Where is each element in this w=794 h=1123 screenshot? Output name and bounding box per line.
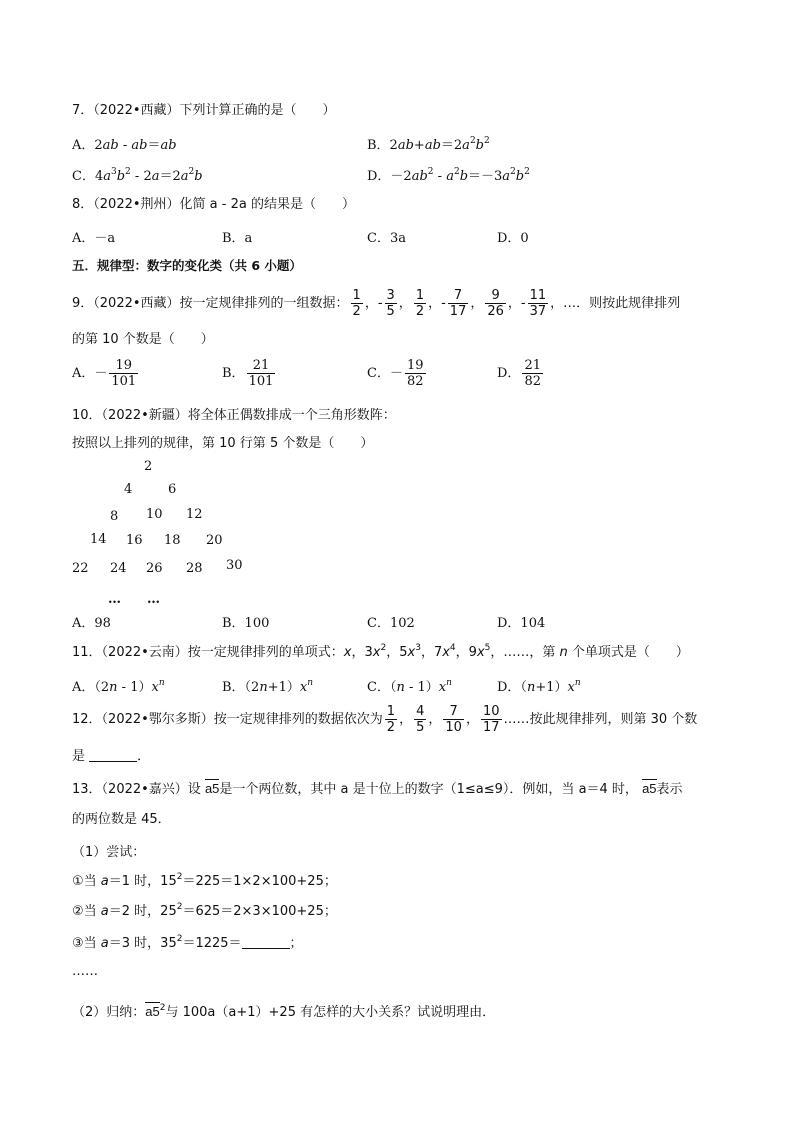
q10-option-c: C．102 [367, 616, 415, 631]
q8-option-a: A．－a [72, 231, 116, 246]
overline-number: a5 [145, 1004, 160, 1019]
triangle-number: 2 [144, 459, 153, 474]
q9-stem-prefix: 9．（2022•西藏）按一定规律排列的一组数据： [72, 296, 349, 311]
overline-number: a5 [204, 781, 220, 796]
triangle-number: 8 [110, 509, 119, 524]
q11-option-b: B．$(2n+1)x^n$ [222, 678, 314, 695]
q11-option-c: C．$(n - 1)x^n$ [367, 678, 452, 695]
q13-part2: （2）归纳：$a5^2$与 100a（a+1）+25 有怎样的大小关系？试说明理由． [72, 1003, 496, 1020]
q13-line1-b: 是一个两位数，其中 a 是十位上的数字（1≤a≤9）．例如，当 a＝4 时， [219, 782, 638, 797]
q9-seq-2: $\frac{3}{5}$ [386, 288, 395, 319]
q9-seq-5: $\frac{9}{26}$ [487, 288, 504, 319]
q8-option-c: C．3a [367, 231, 406, 246]
q13-part2-suffix: 与 100a（a+1）+25 有怎样的大小关系？试说明理由． [165, 1005, 496, 1020]
q9-stem-suffix: ，…．则按此规律排列 [550, 296, 681, 311]
q9-stem: 9．（2022•西藏）按一定规律排列的一组数据： $\frac{1}{2}$ ，- $\frac{3}{5}$ ， $\frac{1}{2}$ ，- $\frac{7}{17}$ ， $\frac{9}{26}$ ，- $\frac{11}{37}$ ，…．则按此规律排列 [72, 288, 681, 319]
triangle-number: 28 [186, 561, 203, 576]
answer-blank[interactable] [89, 749, 137, 762]
q10-stem-line2: 按照以上排列的规律，第 10 行第 5 个数是（ ） [72, 436, 374, 451]
q8-option-d: D．0 [497, 231, 529, 246]
triangle-number: 10 [146, 507, 163, 522]
q13-step3: ③当 a＝3 时，$35^2=1225=$ ； [72, 934, 303, 951]
q12-stem-prefix: 12．（2022•鄂尔多斯）按一定规律排列的数据依次为 [72, 712, 383, 727]
q9-option-c: C．－ $\frac{19}{82}$ [367, 358, 424, 389]
q9-seq-3: $\frac{1}{2}$ [415, 288, 425, 319]
q13-part2-prefix: （2）归纳： [72, 1005, 146, 1020]
q7-option-b: B．$2ab+ab=2a^2b^2$ [367, 136, 490, 153]
q9-seq-6: $\frac{11}{37}$ [529, 288, 547, 319]
q12-seq-3: $\frac{7}{10}$ [445, 704, 462, 735]
q12-stem-line2: 是 ． [72, 749, 151, 764]
q9-seq-4: $\frac{7}{17}$ [449, 288, 467, 319]
q11-option-d: D．$(n+1)x^n$ [497, 678, 581, 695]
q12-stem-suffix: ……按此规律排列，则第 30 个数 [503, 712, 698, 727]
q11-option-a: A．$(2n - 1)x^n$ [72, 678, 165, 695]
q9-stem-line2: 的第 10 个数是（ ） [72, 332, 214, 347]
q12-stem: 12．（2022•鄂尔多斯）按一定规律排列的数据依次为 $\frac{1}{2}$ ， $\frac{4}{5}$ ， $\frac{7}{10}$ ， $\frac{10}{17}$ ……按此规律排列，则第 30 个数 [72, 704, 698, 735]
triangle-number: 20 [206, 533, 223, 548]
q7-option-c: C．$4a^3b^2 - 2a=2a^2b$ [72, 167, 203, 184]
q12-seq-2: $\frac{4}{5}$ [416, 704, 425, 735]
q9-seq-1: $\frac{1}{2}$ [352, 288, 361, 319]
triangle-number: 14 [90, 532, 107, 547]
q8-stem: 8．（2022•荆州）化简 a - 2a 的结果是（ ） [72, 197, 355, 212]
q10-option-d: D．104 [497, 616, 546, 631]
q9-option-d: D． $\frac{21}{82}$ [497, 358, 541, 389]
q12-seq-4: $\frac{10}{17}$ [482, 704, 500, 735]
q13-step2: ②当 a＝2 时，$25^2=625=2\times 3\times 100+25$； [72, 902, 337, 919]
q7-option-a: A．2ab - ab＝ab [72, 138, 177, 153]
q13-step1: ①当 a＝1 时，$15^2=225=1\times 2\times 100+25$； [72, 872, 337, 889]
triangle-number: 4 [124, 482, 133, 497]
triangle-number: 18 [164, 533, 181, 548]
q10-option-b: B．100 [222, 616, 270, 631]
triangle-number: 16 [126, 533, 143, 548]
q13-stem [72, 779, 683, 800]
q7-option-d: D．$-2ab^2 - a^2b=-3a^2b^2$ [367, 167, 530, 184]
q13-line1-c: 表示 [656, 782, 683, 797]
triangle-number: 22 [72, 561, 89, 576]
q9-option-b: B． $\frac{21}{101}$ [222, 358, 274, 389]
q13-line1-a: 13．（2022•嘉兴）设 [72, 782, 201, 797]
overline-number: a5 [642, 781, 657, 796]
triangle-number: 26 [146, 561, 163, 576]
section-heading: 五．规律型：数字的变化类（共 6 小题） [72, 258, 302, 273]
q13-part1-label: （1）尝试： [72, 845, 146, 860]
q7-stem: 7．（2022•西藏）下列计算正确的是（ ） [72, 103, 336, 118]
answer-blank[interactable] [242, 936, 290, 949]
triangle-number: 6 [168, 482, 177, 497]
q10-stem: 10．（2022•新疆）将全体正偶数排成一个三角形数阵： [72, 408, 396, 423]
q11-stem: 11．（2022•云南）按一定规律排列的单项式：x，$3x^2$，$5x^3$，$7x^4$，$9x^5$，……，第 n 个单项式是（ ） [72, 643, 689, 660]
q9-option-a: A．－ $\frac{19}{101}$ [72, 358, 137, 389]
triangle-number: 24 [110, 561, 127, 576]
triangle-ellipsis: … … [108, 592, 161, 607]
q10-option-a: A．98 [72, 616, 111, 631]
q13-ellipsis: …… [72, 964, 98, 979]
q12-seq-1: $\frac{1}{2}$ [386, 704, 396, 735]
q13-stem-line2: 的两位数是 45． [72, 812, 171, 827]
q8-option-b: B．a [222, 231, 253, 246]
triangle-number: 30 [226, 558, 243, 573]
triangle-number: 12 [186, 507, 203, 522]
